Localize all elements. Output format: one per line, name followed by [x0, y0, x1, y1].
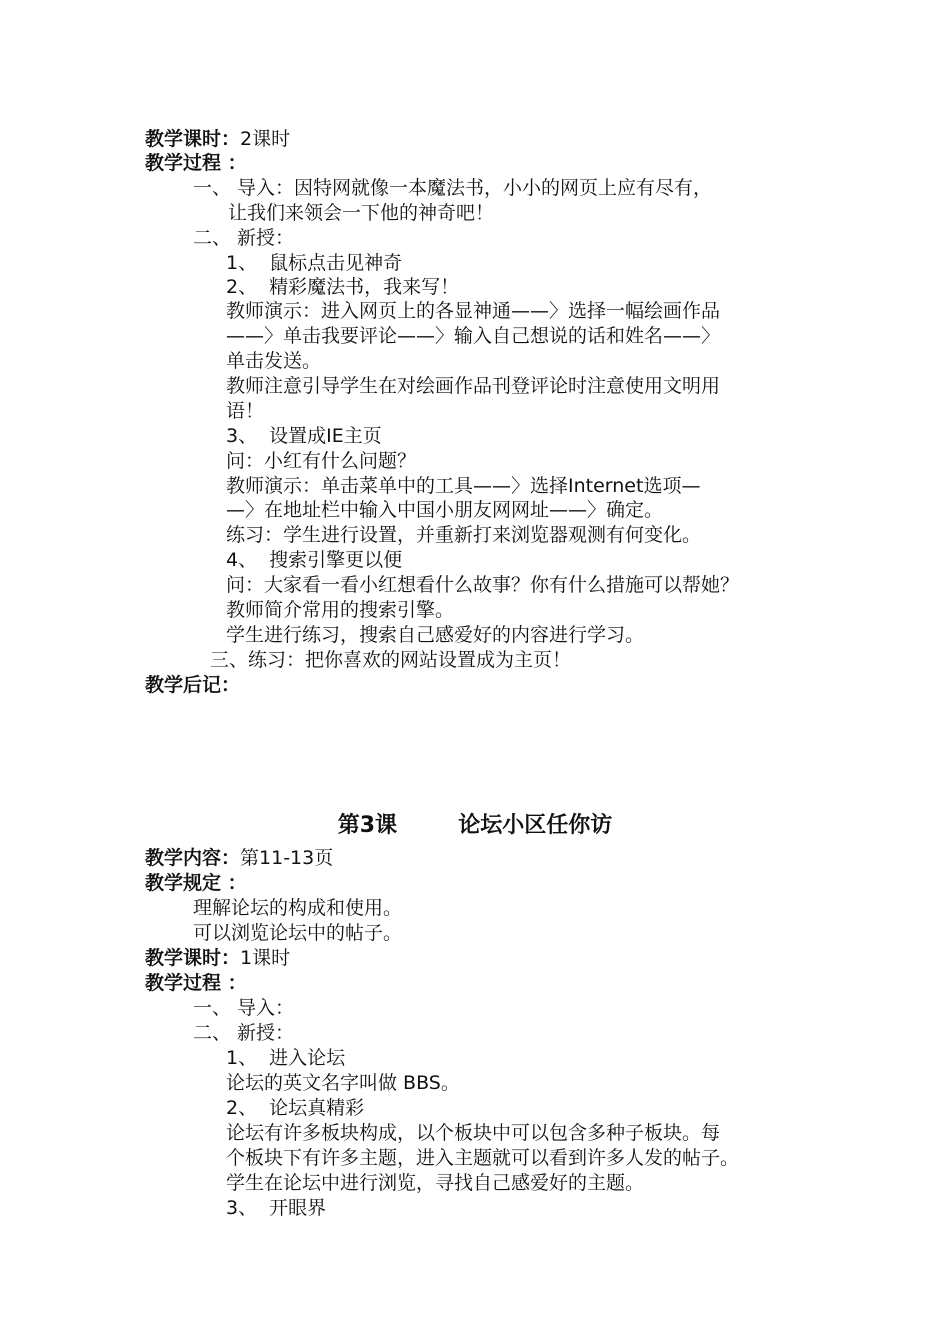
- demo2-line-2: —〉在地址栏中输入中国小朋友网网址——〉确定。: [226, 499, 664, 521]
- requirement-2: 可以浏览论坛中的帖子。: [193, 922, 403, 944]
- lesson3-new-heading: 二、 新授：: [193, 1022, 295, 1044]
- intro-line-1: 一、 导入：因特网就像一本魔法书，小小的网页上应有尽有，: [193, 177, 713, 199]
- item-1: 1、 鼠标点击见神奇: [226, 252, 403, 274]
- lesson3-intro: 一、 导入：: [193, 997, 295, 1019]
- note-line-2: 语！: [226, 400, 265, 422]
- intro-line-2: 让我们来领会一下他的神奇吧！: [228, 202, 495, 224]
- lesson-title: 第3课 论坛小区任你访: [337, 813, 613, 838]
- demo2-line-1: 教师演示：单击菜单中的工具——〉选择Internet选项—: [226, 475, 701, 497]
- lesson3-item-3: 3、 开眼界: [226, 1197, 327, 1219]
- hours-line: [145, 127, 290, 151]
- demo1-line-3: 单击发送。: [226, 350, 322, 372]
- content-line: [145, 846, 333, 870]
- hours-value: 2课时: [240, 128, 291, 150]
- practice-1: 练习：学生进行设置，并重新打来浏览器观测有何变化。: [226, 524, 702, 546]
- requirements-label: 教学规定 ：: [145, 872, 247, 894]
- process-label: 教学过程 ：: [145, 152, 247, 174]
- desc-line-3: 学生在论坛中进行浏览，寻找自己感爱好的主题。: [226, 1172, 645, 1194]
- demo1-line-2: ——〉单击我要评论——〉输入自己想说的话和姓名——〉: [226, 325, 721, 347]
- lesson3-process-label: 教学过程 ：: [145, 972, 247, 994]
- question-2: 问：大家看一看小红想看什么故事？你有什么措施可以帮她？: [226, 574, 740, 596]
- question-1: 问：小红有什么问题？: [226, 450, 417, 472]
- requirement-1: 理解论坛的构成和使用。: [193, 897, 403, 919]
- lesson3-item-1: 1、 进入论坛: [226, 1047, 346, 1069]
- desc-line-2: 个板块下有许多主题，进入主题就可以看到许多人发的帖子。: [226, 1147, 740, 1169]
- lesson3-hours-value: 1课时: [240, 947, 291, 969]
- new-heading: 二、 新授：: [193, 227, 295, 249]
- item-3: 3、 设置成IE主页: [226, 425, 382, 447]
- afterword-label: 教学后记：: [145, 674, 241, 696]
- item-4: 4、 搜索引擎更以便: [226, 549, 403, 571]
- hours-label: 教学课时：: [145, 128, 241, 150]
- lesson3-hours-line: [145, 946, 290, 970]
- item-2: 2、 精彩魔法书，我来写！: [226, 276, 460, 298]
- exercise: 三、练习：把你喜欢的网站设置成为主页！: [210, 649, 572, 671]
- student-practice: 学生进行练习，搜索自己感爱好的内容进行学习。: [226, 624, 645, 646]
- intro-engines: 教师简介常用的搜索引擎。: [226, 599, 455, 621]
- lesson3-item-2: 2、 论坛真精彩: [226, 1097, 365, 1119]
- demo1-line-1: 教师演示：进入网页上的各显神通——〉选择一幅绘画作品: [226, 300, 721, 322]
- bbs-line: 论坛的英文名字叫做 BBS。: [226, 1072, 460, 1094]
- content-label: 教学内容：: [145, 847, 241, 869]
- lesson3-hours-label: 教学课时：: [145, 947, 241, 969]
- note-line-1: 教师注意引导学生在对绘画作品刊登评论时注意使用文明用: [226, 375, 721, 397]
- desc-line-1: 论坛有许多板块构成，以个板块中可以包含多种子板块。每: [226, 1122, 721, 1144]
- content-value: 第11-13页: [240, 847, 334, 869]
